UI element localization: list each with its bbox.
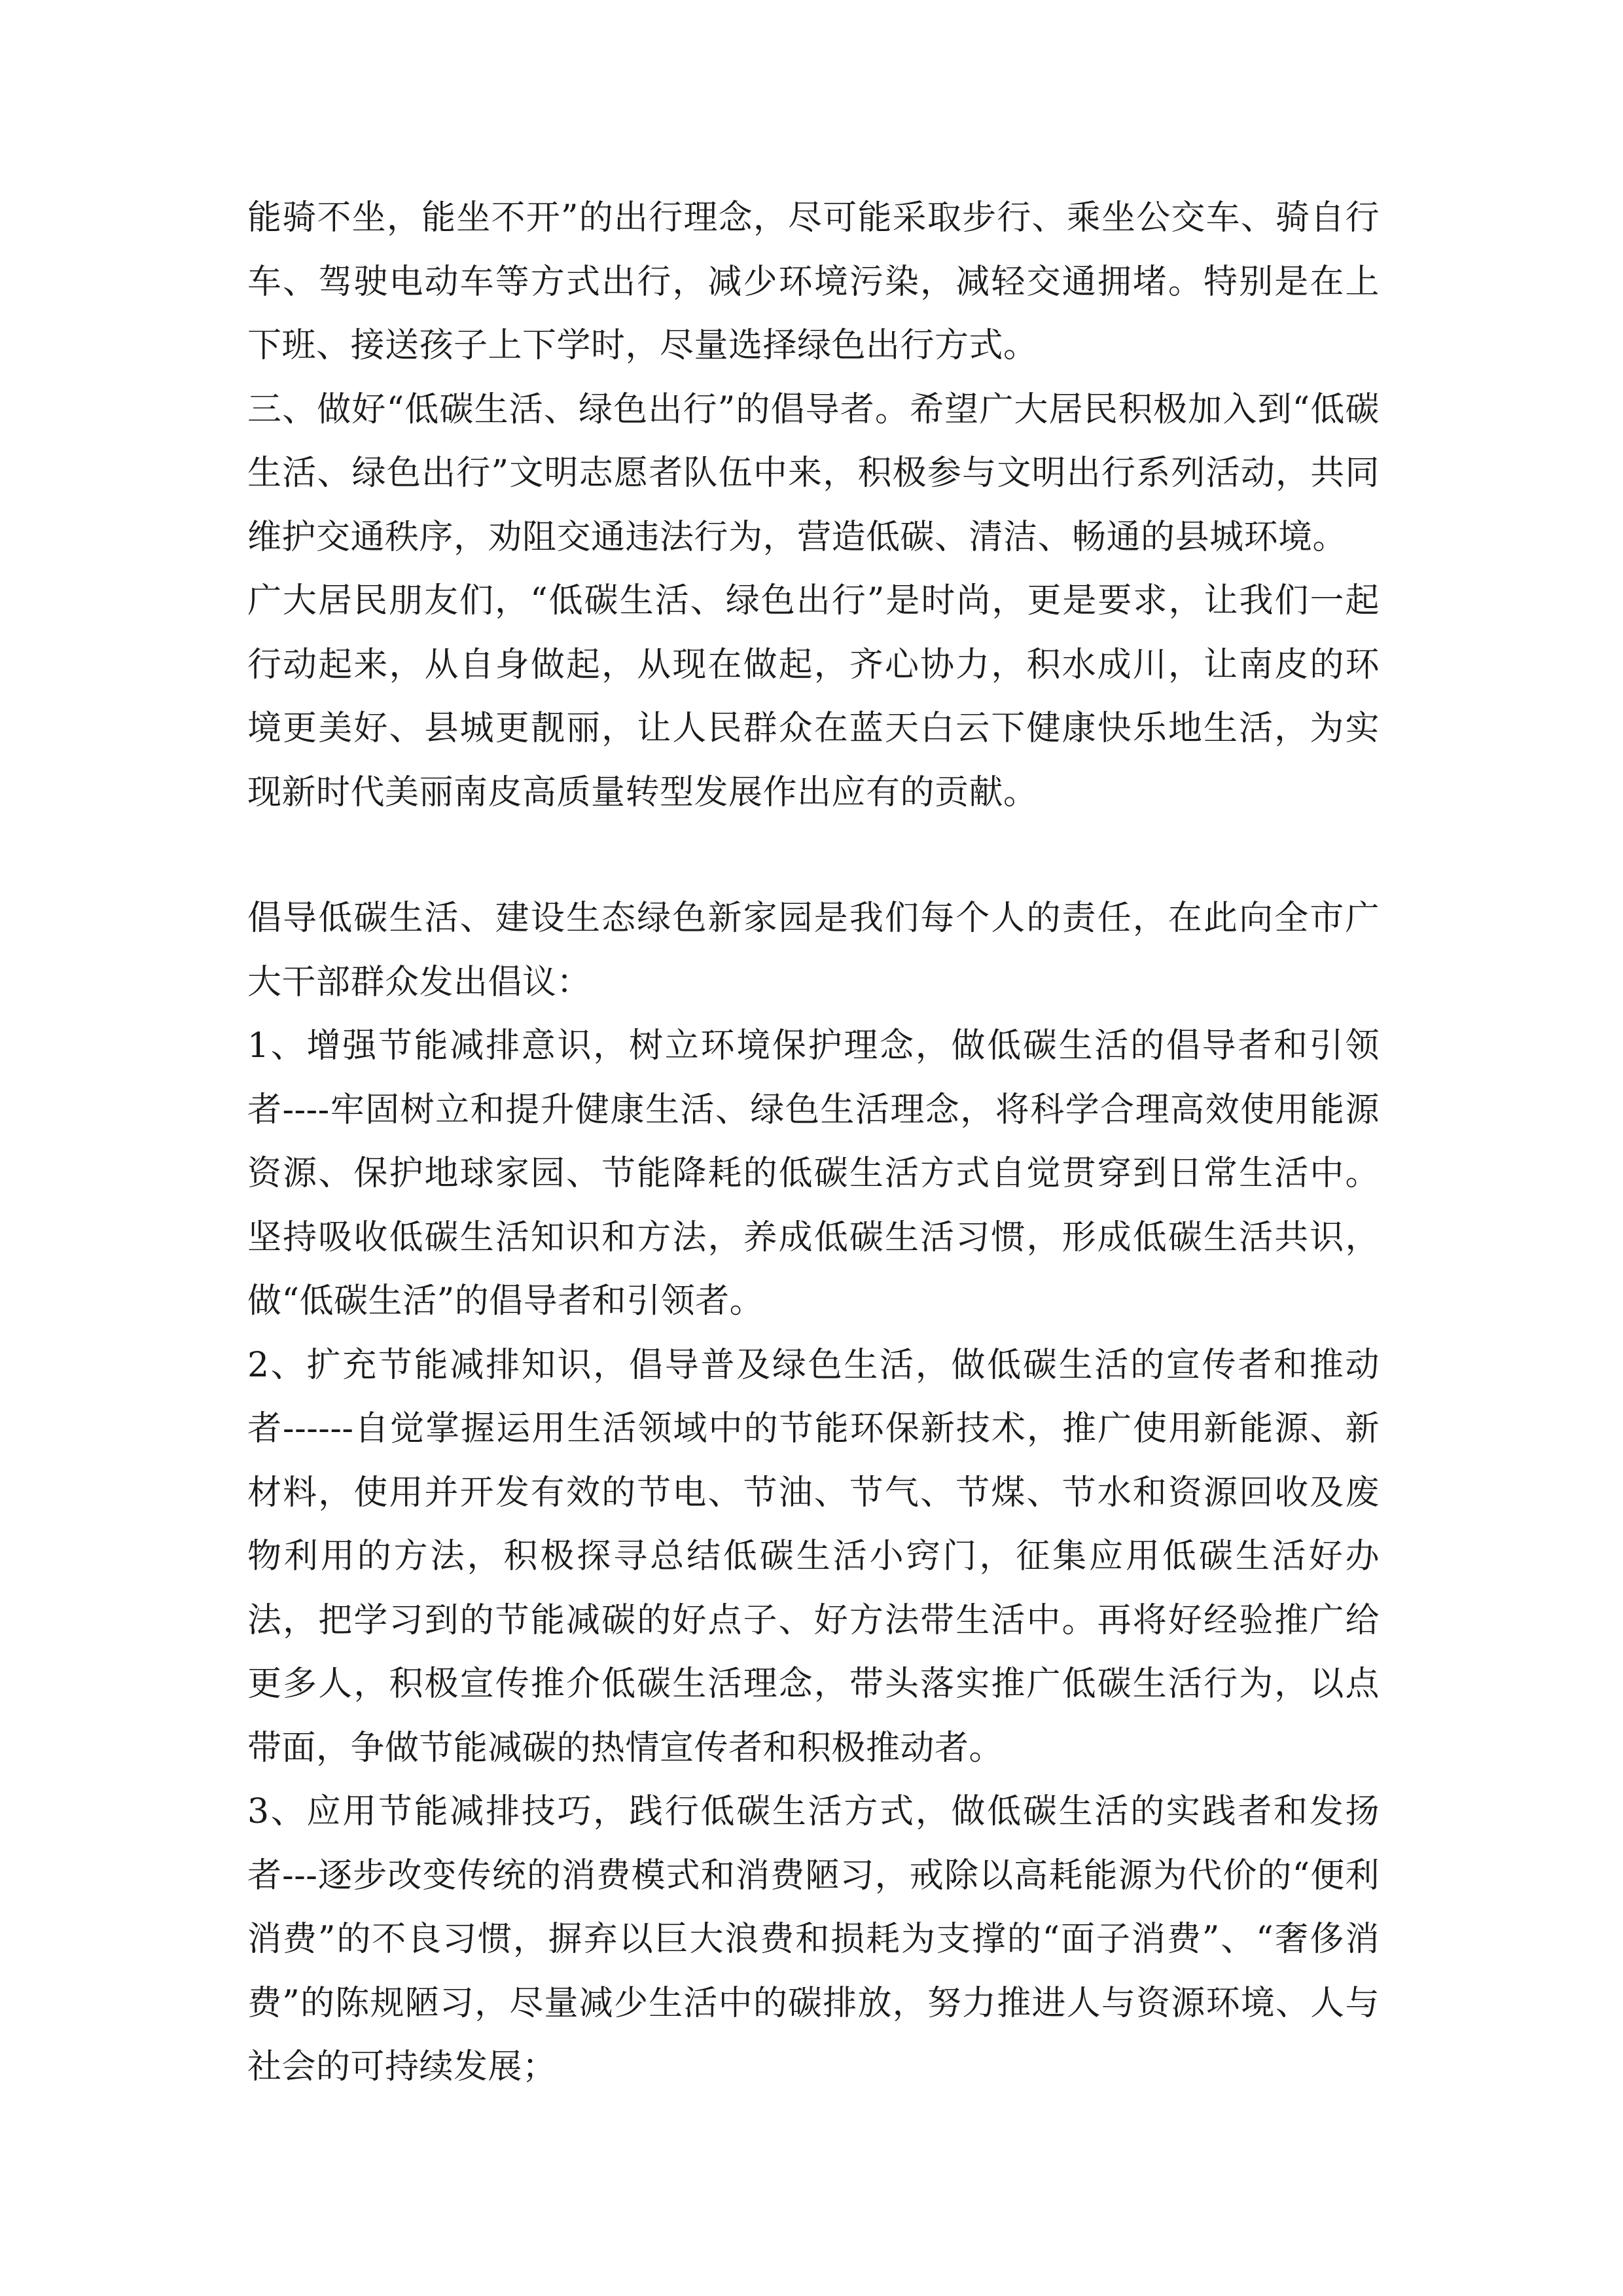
paragraph-green-travel-continued: 能骑不坐，能坐不开”的出行理念，尽可能采取步行、乘坐公交车、骑自行车、驾驶电动车等方式出行，减少环境污染，减轻交通拥堵。特别是在上下班、接送孩子上下学时，尽量选择绿色出行方式。 [247,198,1380,365]
paragraph-initiative-intro: 倡导低碳生活、建设生态绿色新家园是我们每个人的责任，在此向全市广大干部群众发出倡议： [247,899,1380,1002]
paragraph-point-three-advocate: 三、做好“低碳生活、绿色出行”的倡导者。希望广大居民积极加入到“低碳生活、绿色出行”文明志愿者队伍中来，积极参与文明出行系列活动，共同维护交通秩序，劝阻交通违法行为，营造低碳、清洁、畅通的县城环境。 [247,389,1380,557]
section-one [247,187,1380,825]
paragraph-closing-appeal: 广大居民朋友们，“低碳生活、绿色出行”是时尚，更是要求，让我们一起行动起来，从自身做起，从现在做起，齐心协力，积水成川，让南皮的环境更美好、县城更靓丽，让人民群众在蓝天白云下健康快乐地生活，为实现新时代美丽南皮高质量转型发展作出应有的贡献。 [247,581,1380,812]
paragraph-item-one: 1、增强节能减排意识，树立环境保护理念，做低碳生活的倡导者和引领者----牢固树立和提升健康生活、绿色生活理念，将科学合理高效使用能源资源、保护地球家园、节能降耗的低碳生活方式自觉贯穿到日常生活中。坚持吸收低碳生活知识和方法，养成低碳生活习惯，形成低碳生活共识，做“低碳生活”的倡导者和引领者。 [247,1026,1380,1321]
paragraph-item-two: 2、扩充节能减排知识，倡导普及绿色生活，做低碳生活的宣传者和推动者------自觉掌握运用生活领域中的节能环保新技术，推广使用新能源、新材料，使用并开发有效的节电、节油、节气、节煤、节水和资源回收及废物利用的方法，积极探寻总结低碳生活小窍门，征集应用低碳生活好办法，把学习到的节能减碳的好点子、好方法带生活中。再将好经验推广给更多人，积极宣传推介低碳生活理念，带头落实推广低碳生活行为，以点带面，争做节能减碳的热情宣传者和积极推动者。 [247,1345,1380,1768]
section-two [247,887,1380,2100]
paragraph-item-three: 3、应用节能减排技巧，践行低碳生活方式，做低碳生活的实践者和发扬者---逐步改变传统的消费模式和消费陋习，戒除以高耗能源为代价的“便利消费”的不良习惯，摒弃以巨大浪费和损耗为支撑的“面子消费”、“奢侈消费”的陈规陋习，尽量减少生活中的碳排放，努力推进人与资源环境、人与社会的可持续发展； [247,1792,1380,2087]
